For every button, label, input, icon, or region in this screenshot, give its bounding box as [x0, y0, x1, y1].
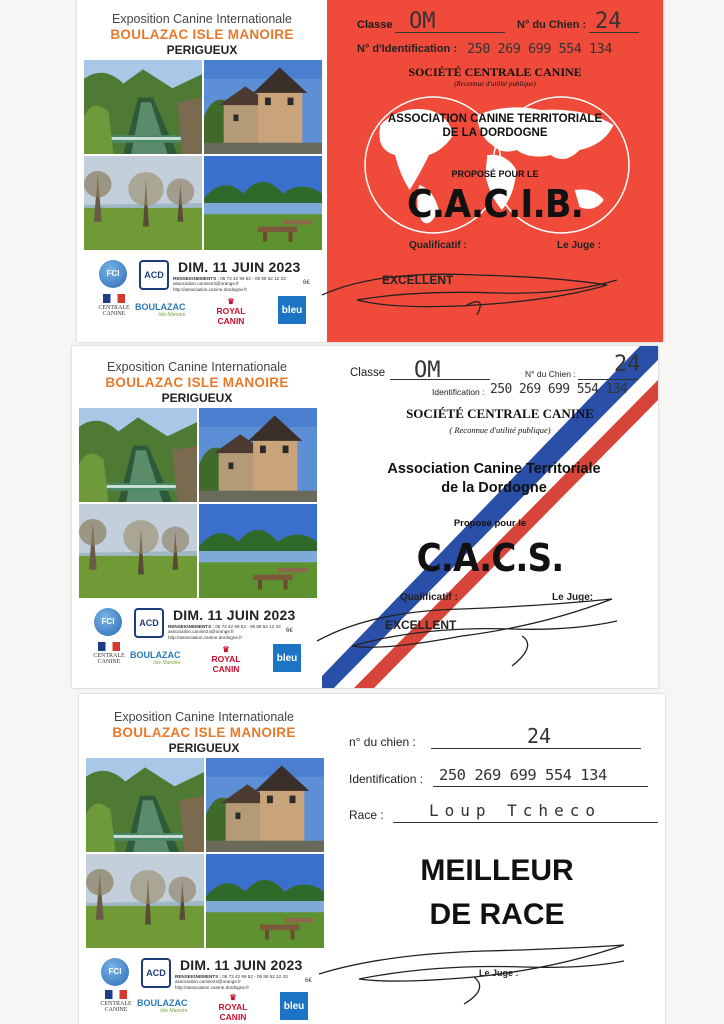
boulazac-sub: Isle Manoire	[158, 312, 186, 318]
chien-label: n° du chien :	[349, 735, 416, 749]
canal-photo	[84, 60, 202, 154]
expo-title: Exposition Canine Internationale	[114, 710, 294, 724]
chien-value: 24	[595, 9, 622, 34]
info-label: RENSEIGNEMENTS :	[173, 276, 219, 281]
cc-line1: CENTRALE	[98, 305, 130, 311]
card-cacs	[72, 346, 658, 688]
propose: Proposé pour le	[453, 518, 527, 529]
info-web: http://association.canine.dordogne.fr	[173, 286, 248, 292]
expo-subtitle: PERIGUEUX	[161, 391, 233, 405]
ident-value: 250 269 699 554 134	[439, 766, 607, 784]
photo-grid	[84, 60, 322, 250]
race-line	[393, 822, 658, 823]
tricolor-icon	[105, 990, 127, 999]
award-title: C.A.C.S.	[416, 536, 564, 580]
expo-city: BOULAZAC ISLE MANOIRE	[110, 27, 294, 42]
boulazac-sub: Isle Manoire	[160, 1008, 188, 1014]
expo-panel	[77, 0, 327, 342]
expo-date: DIM. 11 JUIN 2023	[173, 607, 296, 623]
card-cacib	[77, 0, 663, 342]
price: 6€	[286, 628, 293, 634]
juge-label: Le Juge:	[552, 592, 594, 603]
expo-info	[175, 974, 295, 990]
lake-photo	[204, 156, 322, 250]
centrale-canine-logo	[97, 294, 131, 317]
race-label: Race :	[349, 808, 384, 822]
qualif-value: EXCELLENT	[385, 618, 457, 632]
info-web: http://association.canine.dordogne.fr	[175, 984, 250, 990]
expo-subtitle: PERIGUEUX	[168, 741, 240, 755]
price: 6€	[305, 978, 312, 984]
boulazac-logo	[135, 302, 186, 318]
royal-canin-logo	[200, 646, 252, 674]
lake-photo	[199, 504, 317, 598]
classe-label: Classe	[350, 367, 386, 379]
acd-logo: ACD	[139, 260, 169, 290]
boulazac-sub: Isle Manoire	[153, 660, 181, 666]
ident-label: Identification :	[349, 772, 424, 786]
fci-logo: FCI	[94, 608, 122, 636]
expo-date: DIM. 11 JUIN 2023	[180, 957, 303, 973]
expo-panel	[72, 346, 322, 688]
manor-photo	[199, 408, 317, 502]
classe-label: Classe	[357, 19, 393, 31]
centrale-canine-logo	[99, 990, 133, 1013]
france-bleu-logo: bleu	[273, 644, 301, 672]
park-photo	[86, 854, 204, 948]
classe-line	[390, 379, 490, 380]
juge-label: Le Juge :	[479, 968, 519, 978]
royal-canin-text: ROYAL CANIN	[218, 1002, 248, 1022]
park-photo	[79, 504, 197, 598]
chien-value: 24	[527, 724, 552, 748]
photo-grid	[86, 758, 324, 948]
crown-icon: ♛	[229, 993, 237, 1002]
expo-info	[173, 276, 293, 292]
card-meilleur-de-race	[79, 694, 665, 1024]
classe-value: OM	[409, 9, 436, 34]
cc-line1: CENTRALE	[93, 653, 125, 659]
assoc-line2: DE LA DORDOGNE	[442, 127, 548, 139]
chien-line	[589, 32, 639, 33]
ident-label: N° d'Identification :	[357, 43, 457, 55]
tricolor-icon	[103, 294, 125, 303]
ident-label: Identification :	[432, 387, 485, 397]
chien-value: 24	[614, 352, 641, 377]
reconnue: (Reconnue d'utilité publique)	[454, 80, 536, 88]
assoc-line2: de la Dordogne	[441, 480, 547, 496]
chien-label: N° du Chien :	[525, 369, 576, 379]
expo-city: BOULAZAC ISLE MANOIRE	[105, 375, 289, 390]
fci-logo: FCI	[99, 260, 127, 288]
royal-canin-logo	[207, 994, 259, 1022]
royal-canin-logo	[205, 298, 257, 326]
expo-panel	[79, 694, 329, 1024]
centrale-canine-logo	[92, 642, 126, 665]
info-phone: 05 73 42 99 52 - 06 89 52 12 33	[215, 624, 281, 629]
manor-photo	[204, 60, 322, 154]
price: 6€	[303, 280, 310, 286]
ident-value: 250 269 699 554 134	[490, 382, 628, 397]
expo-info	[168, 624, 288, 640]
boulazac-text: BOULAZAC	[137, 998, 188, 1008]
award-title: C.A.C.I.B.	[407, 182, 583, 226]
crown-icon: ♛	[222, 645, 230, 654]
qualif-label: Qualificatif :	[409, 240, 467, 251]
manor-photo	[206, 758, 324, 852]
judge-signature	[312, 591, 642, 671]
photo-grid	[79, 408, 317, 598]
classe-value: OM	[414, 358, 441, 383]
acd-logo: ACD	[141, 958, 171, 988]
park-photo	[84, 156, 202, 250]
info-label: RENSEIGNEMENTS :	[175, 974, 221, 979]
judge-signature	[317, 255, 647, 325]
info-email: association.canine24@orange.fr	[173, 281, 239, 287]
assoc-line1: ASSOCIATION CANINE TERRITORIALE	[387, 113, 603, 125]
fci-logo: FCI	[101, 958, 129, 986]
award-title-line2: DE RACE	[429, 898, 565, 931]
ident-line	[433, 786, 648, 787]
mdr-panel	[329, 694, 665, 1024]
crown-icon: ♛	[227, 297, 235, 306]
cacs-panel	[322, 346, 658, 688]
chien-line	[431, 748, 641, 749]
canal-photo	[79, 408, 197, 502]
lake-photo	[206, 854, 324, 948]
boulazac-text: BOULAZAC	[130, 650, 181, 660]
info-email: association.canine24@orange.fr	[175, 979, 241, 985]
qualif-value: EXCELLENT	[382, 273, 454, 287]
classe-line	[395, 32, 505, 33]
cc-line2: CANINE	[104, 1007, 128, 1013]
france-bleu-logo: bleu	[278, 296, 306, 324]
royal-canin-text: ROYAL CANIN	[211, 654, 241, 674]
expo-subtitle: PERIGUEUX	[166, 43, 238, 57]
boulazac-text: BOULAZAC	[135, 302, 186, 312]
ident-value: 250 269 699 554 134	[467, 41, 612, 57]
info-web: http://association.canine.dordogne.fr	[168, 634, 243, 640]
tricolor-icon	[98, 642, 120, 651]
award-title-line1: MEILLEUR	[420, 854, 574, 887]
royal-canin-text: ROYAL CANIN	[216, 306, 246, 326]
societe: SOCIÉTÉ CENTRALE CANINE	[406, 406, 594, 421]
chien-label: N° du Chien :	[517, 19, 587, 31]
boulazac-logo	[130, 650, 181, 666]
info-phone: 05 73 42 99 52 - 06 89 52 12 33	[220, 276, 286, 281]
expo-city: BOULAZAC ISLE MANOIRE	[112, 725, 296, 740]
cc-line1: CENTRALE	[100, 1001, 132, 1007]
expo-date: DIM. 11 JUIN 2023	[178, 259, 301, 275]
info-label: RENSEIGNEMENTS :	[168, 624, 214, 629]
cc-line2: CANINE	[102, 311, 126, 317]
boulazac-logo	[137, 998, 188, 1014]
assoc-line1: Association Canine Territoriale	[387, 461, 601, 477]
expo-title: Exposition Canine Internationale	[112, 12, 292, 26]
juge-label: Le Juge :	[557, 240, 601, 251]
societe: SOCIÉTÉ CENTRALE CANINE	[408, 65, 582, 79]
red-panel	[327, 0, 663, 342]
info-email: association.canine24@orange.fr	[168, 629, 234, 635]
france-bleu-logo: bleu	[280, 992, 308, 1020]
qualif-label: Qualificatif :	[400, 592, 458, 603]
chien-line	[578, 379, 638, 380]
cc-line2: CANINE	[97, 659, 121, 665]
reconnue: ( Reconnue d'utilité publique)	[449, 425, 551, 435]
propose: PROPOSÉ POUR LE	[451, 169, 539, 179]
expo-title: Exposition Canine Internationale	[107, 360, 287, 374]
race-value: Loup Tcheco	[429, 801, 601, 820]
judge-signature	[314, 939, 654, 1009]
acd-logo: ACD	[134, 608, 164, 638]
info-phone: 05 73 42 99 52 - 06 89 52 12 33	[222, 974, 288, 979]
canal-photo	[86, 758, 204, 852]
